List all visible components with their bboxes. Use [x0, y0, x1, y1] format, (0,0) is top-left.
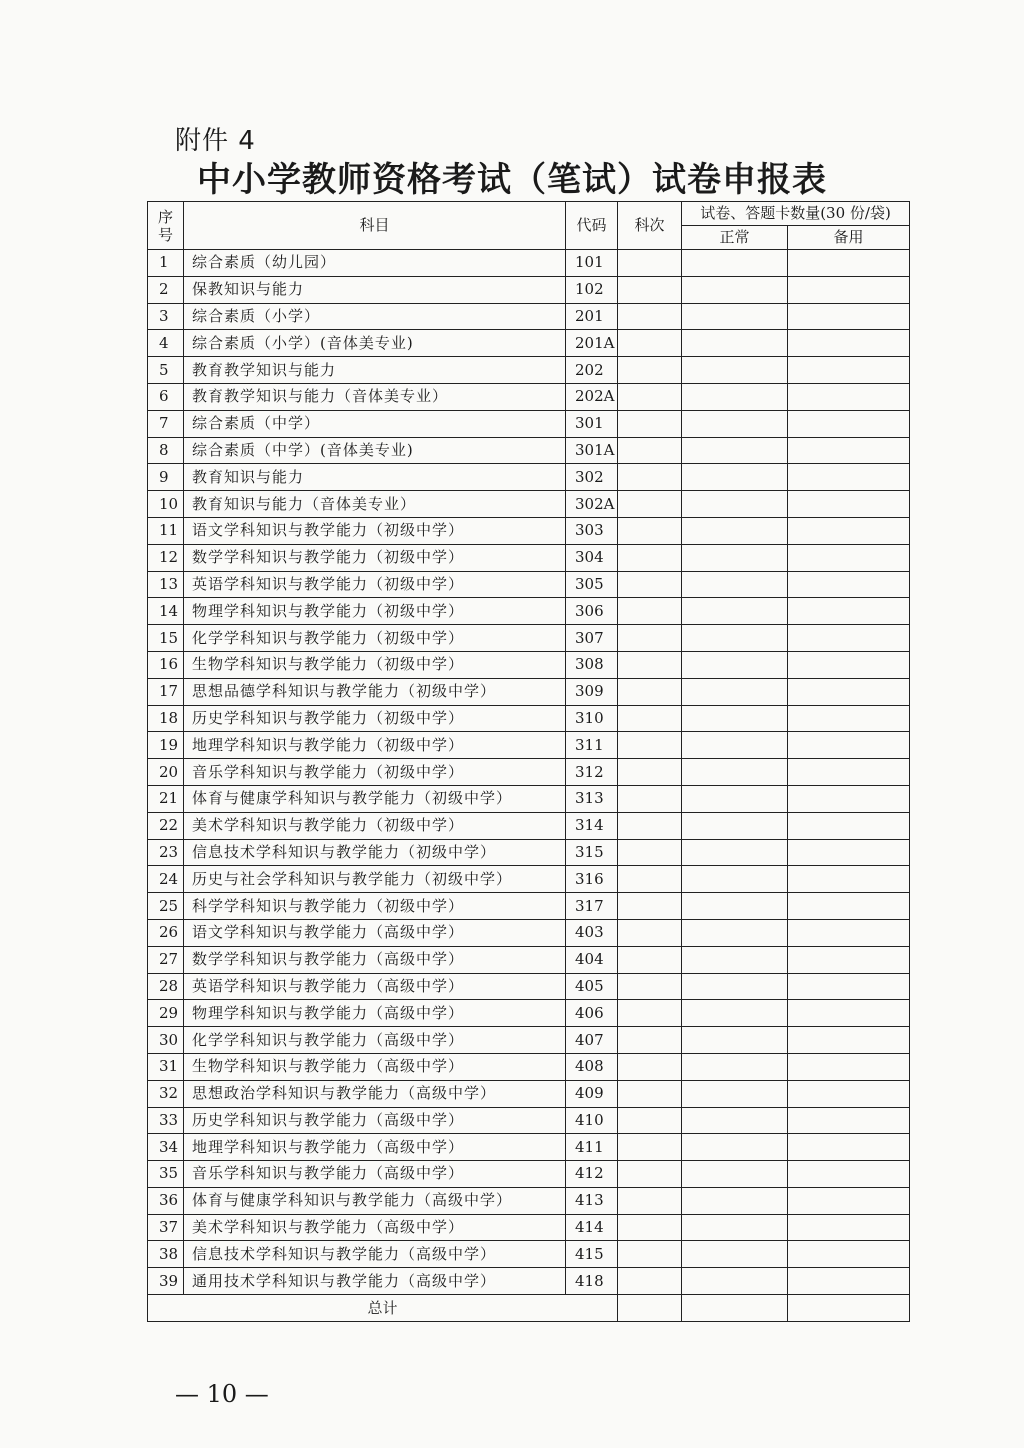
row-normal-cell[interactable]: [682, 1134, 788, 1161]
row-code: 317: [566, 893, 618, 920]
row-normal-cell[interactable]: [682, 517, 788, 544]
row-spare-cell[interactable]: [788, 866, 910, 893]
row-subject: 历史学科知识与教学能力（高级中学）: [184, 1107, 566, 1134]
row-subject: 保教知识与能力: [184, 276, 566, 303]
row-spare-cell[interactable]: [788, 383, 910, 410]
row-session-cell[interactable]: [618, 1161, 682, 1188]
row-code: 403: [566, 919, 618, 946]
row-number: 23: [148, 839, 184, 866]
row-session-cell[interactable]: [618, 1241, 682, 1268]
row-subject: 综合素质（中学）(音体美专业): [184, 437, 566, 464]
row-normal-cell[interactable]: [682, 1241, 788, 1268]
table-row: [148, 946, 910, 973]
table-row: [148, 678, 910, 705]
table-row: [148, 1214, 910, 1241]
row-code: 301: [566, 410, 618, 437]
row-number: 22: [148, 812, 184, 839]
row-subject: 综合素质（幼儿园）: [184, 250, 566, 277]
row-code: 302: [566, 464, 618, 491]
row-number: 15: [148, 625, 184, 652]
row-spare-cell[interactable]: [788, 437, 910, 464]
header-spare: 备用: [788, 226, 910, 250]
row-session-cell[interactable]: [618, 785, 682, 812]
row-subject: 美术学科知识与教学能力（高级中学）: [184, 1214, 566, 1241]
table-row: [148, 839, 910, 866]
row-session-cell[interactable]: [618, 759, 682, 786]
row-session-cell[interactable]: [618, 330, 682, 357]
row-spare-cell[interactable]: [788, 1214, 910, 1241]
row-subject: 美术学科知识与教学能力（初级中学）: [184, 812, 566, 839]
row-number: 1: [148, 250, 184, 277]
row-spare-cell[interactable]: [788, 1134, 910, 1161]
row-session-cell[interactable]: [618, 1134, 682, 1161]
row-spare-cell[interactable]: [788, 1241, 910, 1268]
row-spare-cell[interactable]: [788, 250, 910, 277]
row-subject: 信息技术学科知识与教学能力（初级中学）: [184, 839, 566, 866]
row-code: 406: [566, 1000, 618, 1027]
row-number: 2: [148, 276, 184, 303]
row-spare-cell[interactable]: [788, 973, 910, 1000]
row-session-cell[interactable]: [618, 437, 682, 464]
row-spare-cell[interactable]: [788, 1187, 910, 1214]
table-row: [148, 303, 910, 330]
table-row: [148, 383, 910, 410]
attachment-label: 附件 4: [175, 126, 256, 156]
row-code: 316: [566, 866, 618, 893]
row-subject: 物理学科知识与教学能力（高级中学）: [184, 1000, 566, 1027]
row-subject: 通用技术学科知识与教学能力（高级中学）: [184, 1268, 566, 1295]
table-row: [148, 330, 910, 357]
row-spare-cell[interactable]: [788, 893, 910, 920]
row-session-cell[interactable]: [618, 1214, 682, 1241]
row-subject: 思想品德学科知识与教学能力（初级中学）: [184, 678, 566, 705]
row-number: 36: [148, 1187, 184, 1214]
row-subject: 历史与社会学科知识与教学能力（初级中学）: [184, 866, 566, 893]
row-number: 38: [148, 1241, 184, 1268]
header-session: 科次: [618, 202, 682, 250]
row-number: 34: [148, 1134, 184, 1161]
row-code: 411: [566, 1134, 618, 1161]
row-normal-cell[interactable]: [682, 383, 788, 410]
row-session-cell[interactable]: [618, 276, 682, 303]
total-row: [148, 1295, 910, 1322]
table-row: [148, 919, 910, 946]
table-row: [148, 517, 910, 544]
table-row: [148, 1053, 910, 1080]
row-session-cell[interactable]: [618, 839, 682, 866]
row-subject: 化学学科知识与教学能力（初级中学）: [184, 625, 566, 652]
row-normal-cell[interactable]: [682, 250, 788, 277]
row-subject: 综合素质（小学）(音体美专业): [184, 330, 566, 357]
row-normal-cell[interactable]: [682, 893, 788, 920]
row-session-cell[interactable]: [618, 625, 682, 652]
row-subject: 综合素质（中学）: [184, 410, 566, 437]
row-normal-cell[interactable]: [682, 812, 788, 839]
header-code: 代码: [566, 202, 618, 250]
row-spare-cell[interactable]: [788, 544, 910, 571]
row-code: 201: [566, 303, 618, 330]
row-normal-cell[interactable]: [682, 625, 788, 652]
row-normal-cell[interactable]: [682, 598, 788, 625]
table-row: [148, 1161, 910, 1188]
row-subject: 语文学科知识与教学能力（初级中学）: [184, 517, 566, 544]
row-normal-cell[interactable]: [682, 410, 788, 437]
row-session-cell[interactable]: [618, 383, 682, 410]
row-subject: 地理学科知识与教学能力（高级中学）: [184, 1134, 566, 1161]
row-code: 314: [566, 812, 618, 839]
row-normal-cell[interactable]: [682, 839, 788, 866]
row-code: 405: [566, 973, 618, 1000]
row-normal-cell[interactable]: [682, 973, 788, 1000]
row-session-cell[interactable]: [618, 893, 682, 920]
row-subject: 物理学科知识与教学能力（初级中学）: [184, 598, 566, 625]
row-code: 309: [566, 678, 618, 705]
total-label: 总计: [148, 1295, 618, 1322]
row-code: 303: [566, 517, 618, 544]
row-spare-cell[interactable]: [788, 946, 910, 973]
table-row: [148, 250, 910, 277]
table-row: [148, 491, 910, 518]
row-code: 308: [566, 651, 618, 678]
row-session-cell[interactable]: [618, 250, 682, 277]
total-normal-cell[interactable]: [682, 1295, 788, 1322]
header-seq-line2: 号: [157, 225, 173, 244]
row-code: 305: [566, 571, 618, 598]
table-row: [148, 759, 910, 786]
table-row: [148, 973, 910, 1000]
row-code: 301A: [566, 437, 618, 464]
row-normal-cell[interactable]: [682, 1161, 788, 1188]
row-subject: 数学学科知识与教学能力（高级中学）: [184, 946, 566, 973]
row-normal-cell[interactable]: [682, 1107, 788, 1134]
row-code: 404: [566, 946, 618, 973]
row-code: 102: [566, 276, 618, 303]
row-number: 11: [148, 517, 184, 544]
table-row: [148, 544, 910, 571]
row-spare-cell[interactable]: [788, 625, 910, 652]
row-normal-cell[interactable]: [682, 946, 788, 973]
row-number: 25: [148, 893, 184, 920]
row-code: 306: [566, 598, 618, 625]
row-session-cell[interactable]: [618, 598, 682, 625]
row-spare-cell[interactable]: [788, 732, 910, 759]
row-normal-cell[interactable]: [682, 1000, 788, 1027]
total-spare-cell[interactable]: [788, 1295, 910, 1322]
table-row: [148, 276, 910, 303]
row-session-cell[interactable]: [618, 491, 682, 518]
row-spare-cell[interactable]: [788, 491, 910, 518]
header-seq: [148, 202, 184, 250]
row-number: 24: [148, 866, 184, 893]
row-number: 39: [148, 1268, 184, 1295]
row-normal-cell[interactable]: [682, 1268, 788, 1295]
row-number: 5: [148, 357, 184, 384]
row-number: 13: [148, 571, 184, 598]
total-session-cell[interactable]: [618, 1295, 682, 1322]
row-number: 10: [148, 491, 184, 518]
row-subject: 语文学科知识与教学能力（高级中学）: [184, 919, 566, 946]
row-code: 415: [566, 1241, 618, 1268]
row-subject: 音乐学科知识与教学能力（高级中学）: [184, 1161, 566, 1188]
row-code: 412: [566, 1161, 618, 1188]
row-code: 410: [566, 1107, 618, 1134]
row-normal-cell[interactable]: [682, 678, 788, 705]
row-code: 311: [566, 732, 618, 759]
row-session-cell[interactable]: [618, 732, 682, 759]
row-normal-cell[interactable]: [682, 866, 788, 893]
table-row: [148, 651, 910, 678]
row-session-cell[interactable]: [618, 705, 682, 732]
row-code: 201A: [566, 330, 618, 357]
row-code: 307: [566, 625, 618, 652]
row-code: 313: [566, 785, 618, 812]
table-row: [148, 785, 910, 812]
row-spare-cell[interactable]: [788, 1053, 910, 1080]
row-normal-cell[interactable]: [682, 571, 788, 598]
table-row: [148, 1080, 910, 1107]
row-session-cell[interactable]: [618, 1187, 682, 1214]
row-subject: 综合素质（小学）: [184, 303, 566, 330]
row-normal-cell[interactable]: [682, 1080, 788, 1107]
header-quantity: 试卷、答题卡数量(30 份/袋): [682, 202, 910, 226]
row-subject: 思想政治学科知识与教学能力（高级中学）: [184, 1080, 566, 1107]
row-code: 409: [566, 1080, 618, 1107]
document-title: 中小学教师资格考试（笔试）试卷申报表: [197, 160, 827, 200]
row-subject: 历史学科知识与教学能力（初级中学）: [184, 705, 566, 732]
row-spare-cell[interactable]: [788, 1161, 910, 1188]
row-number: 37: [148, 1214, 184, 1241]
row-number: 29: [148, 1000, 184, 1027]
row-number: 26: [148, 919, 184, 946]
table-row: [148, 1000, 910, 1027]
header-normal: 正常: [682, 226, 788, 250]
row-number: 32: [148, 1080, 184, 1107]
row-number: 18: [148, 705, 184, 732]
row-number: 30: [148, 1027, 184, 1054]
row-code: 413: [566, 1187, 618, 1214]
row-spare-cell[interactable]: [788, 303, 910, 330]
row-session-cell[interactable]: [618, 410, 682, 437]
header-subject: 科目: [184, 202, 566, 250]
row-session-cell[interactable]: [618, 973, 682, 1000]
row-subject: 地理学科知识与教学能力（初级中学）: [184, 732, 566, 759]
row-code: 408: [566, 1053, 618, 1080]
table-row: [148, 1241, 910, 1268]
table-row: [148, 598, 910, 625]
table-body: [148, 250, 910, 1295]
row-spare-cell[interactable]: [788, 1000, 910, 1027]
row-subject: 化学学科知识与教学能力（高级中学）: [184, 1027, 566, 1054]
table-row: [148, 357, 910, 384]
row-spare-cell[interactable]: [788, 759, 910, 786]
row-normal-cell[interactable]: [682, 491, 788, 518]
row-normal-cell[interactable]: [682, 544, 788, 571]
row-code: 101: [566, 250, 618, 277]
table-row: [148, 1268, 910, 1295]
row-session-cell[interactable]: [618, 1268, 682, 1295]
row-normal-cell[interactable]: [682, 1053, 788, 1080]
row-spare-cell[interactable]: [788, 464, 910, 491]
row-spare-cell[interactable]: [788, 1027, 910, 1054]
table-row: [148, 1134, 910, 1161]
row-spare-cell[interactable]: [788, 839, 910, 866]
row-normal-cell[interactable]: [682, 1187, 788, 1214]
row-session-cell[interactable]: [618, 1080, 682, 1107]
row-session-cell[interactable]: [618, 1107, 682, 1134]
table-row: [148, 410, 910, 437]
row-code: 302A: [566, 491, 618, 518]
row-subject: 生物学科知识与教学能力（初级中学）: [184, 651, 566, 678]
row-spare-cell[interactable]: [788, 785, 910, 812]
row-normal-cell[interactable]: [682, 437, 788, 464]
row-subject: 信息技术学科知识与教学能力（高级中学）: [184, 1241, 566, 1268]
row-normal-cell[interactable]: [682, 330, 788, 357]
row-subject: 教育教学知识与能力: [184, 357, 566, 384]
row-normal-cell[interactable]: [682, 276, 788, 303]
row-subject: 体育与健康学科知识与教学能力（高级中学）: [184, 1187, 566, 1214]
row-session-cell[interactable]: [618, 544, 682, 571]
row-session-cell[interactable]: [618, 678, 682, 705]
row-number: 9: [148, 464, 184, 491]
row-number: 28: [148, 973, 184, 1000]
row-normal-cell[interactable]: [682, 357, 788, 384]
row-subject: 教育教学知识与能力（音体美专业）: [184, 383, 566, 410]
row-session-cell[interactable]: [618, 517, 682, 544]
row-code: 418: [566, 1268, 618, 1295]
row-number: 4: [148, 330, 184, 357]
row-session-cell[interactable]: [618, 303, 682, 330]
row-spare-cell[interactable]: [788, 276, 910, 303]
row-normal-cell[interactable]: [682, 1027, 788, 1054]
row-subject: 科学学科知识与教学能力（初级中学）: [184, 893, 566, 920]
row-normal-cell[interactable]: [682, 464, 788, 491]
header-seq-line1: 序: [157, 207, 173, 226]
row-code: 407: [566, 1027, 618, 1054]
exam-paper-table: [147, 201, 910, 1322]
row-normal-cell[interactable]: [682, 705, 788, 732]
row-session-cell[interactable]: [618, 357, 682, 384]
row-session-cell[interactable]: [618, 919, 682, 946]
row-number: 33: [148, 1107, 184, 1134]
row-subject: 英语学科知识与教学能力（高级中学）: [184, 973, 566, 1000]
row-spare-cell[interactable]: [788, 705, 910, 732]
row-spare-cell[interactable]: [788, 678, 910, 705]
row-spare-cell[interactable]: [788, 330, 910, 357]
table-row: [148, 893, 910, 920]
row-normal-cell[interactable]: [682, 651, 788, 678]
row-session-cell[interactable]: [618, 866, 682, 893]
row-spare-cell[interactable]: [788, 651, 910, 678]
row-number: 12: [148, 544, 184, 571]
row-number: 35: [148, 1161, 184, 1188]
row-subject: 音乐学科知识与教学能力（初级中学）: [184, 759, 566, 786]
row-session-cell[interactable]: [618, 1027, 682, 1054]
table-row: [148, 464, 910, 491]
row-session-cell[interactable]: [618, 946, 682, 973]
page-number: — 10 —: [175, 1380, 269, 1408]
row-subject: 教育知识与能力: [184, 464, 566, 491]
row-subject: 生物学科知识与教学能力（高级中学）: [184, 1053, 566, 1080]
row-session-cell[interactable]: [618, 571, 682, 598]
row-spare-cell[interactable]: [788, 1107, 910, 1134]
table-row: [148, 812, 910, 839]
row-spare-cell[interactable]: [788, 517, 910, 544]
row-session-cell[interactable]: [618, 651, 682, 678]
row-session-cell[interactable]: [618, 812, 682, 839]
row-subject: 数学学科知识与教学能力（初级中学）: [184, 544, 566, 571]
row-spare-cell[interactable]: [788, 571, 910, 598]
row-spare-cell[interactable]: [788, 1268, 910, 1295]
row-code: 202A: [566, 383, 618, 410]
row-spare-cell[interactable]: [788, 1080, 910, 1107]
table-row: [148, 1187, 910, 1214]
row-normal-cell[interactable]: [682, 759, 788, 786]
row-number: 19: [148, 732, 184, 759]
table-row: [148, 625, 910, 652]
row-number: 16: [148, 651, 184, 678]
row-number: 31: [148, 1053, 184, 1080]
row-number: 27: [148, 946, 184, 973]
row-subject: 教育知识与能力（音体美专业）: [184, 491, 566, 518]
row-spare-cell[interactable]: [788, 410, 910, 437]
row-spare-cell[interactable]: [788, 357, 910, 384]
row-number: 8: [148, 437, 184, 464]
row-session-cell[interactable]: [618, 1000, 682, 1027]
row-number: 14: [148, 598, 184, 625]
row-code: 310: [566, 705, 618, 732]
table-row: [148, 437, 910, 464]
row-code: 315: [566, 839, 618, 866]
table-row: [148, 1107, 910, 1134]
row-number: 17: [148, 678, 184, 705]
row-normal-cell[interactable]: [682, 303, 788, 330]
table-row: [148, 571, 910, 598]
row-code: 304: [566, 544, 618, 571]
row-number: 20: [148, 759, 184, 786]
row-spare-cell[interactable]: [788, 598, 910, 625]
row-normal-cell[interactable]: [682, 919, 788, 946]
table-row: [148, 732, 910, 759]
row-spare-cell[interactable]: [788, 919, 910, 946]
row-spare-cell[interactable]: [788, 812, 910, 839]
row-number: 6: [148, 383, 184, 410]
row-number: 3: [148, 303, 184, 330]
row-normal-cell[interactable]: [682, 785, 788, 812]
table-row: [148, 1027, 910, 1054]
row-number: 21: [148, 785, 184, 812]
row-subject: 英语学科知识与教学能力（初级中学）: [184, 571, 566, 598]
row-normal-cell[interactable]: [682, 1214, 788, 1241]
table-row: [148, 866, 910, 893]
row-number: 7: [148, 410, 184, 437]
row-subject: 体育与健康学科知识与教学能力（初级中学）: [184, 785, 566, 812]
row-normal-cell[interactable]: [682, 732, 788, 759]
row-code: 312: [566, 759, 618, 786]
row-code: 414: [566, 1214, 618, 1241]
table-row: [148, 705, 910, 732]
row-code: 202: [566, 357, 618, 384]
row-session-cell[interactable]: [618, 1053, 682, 1080]
row-session-cell[interactable]: [618, 464, 682, 491]
